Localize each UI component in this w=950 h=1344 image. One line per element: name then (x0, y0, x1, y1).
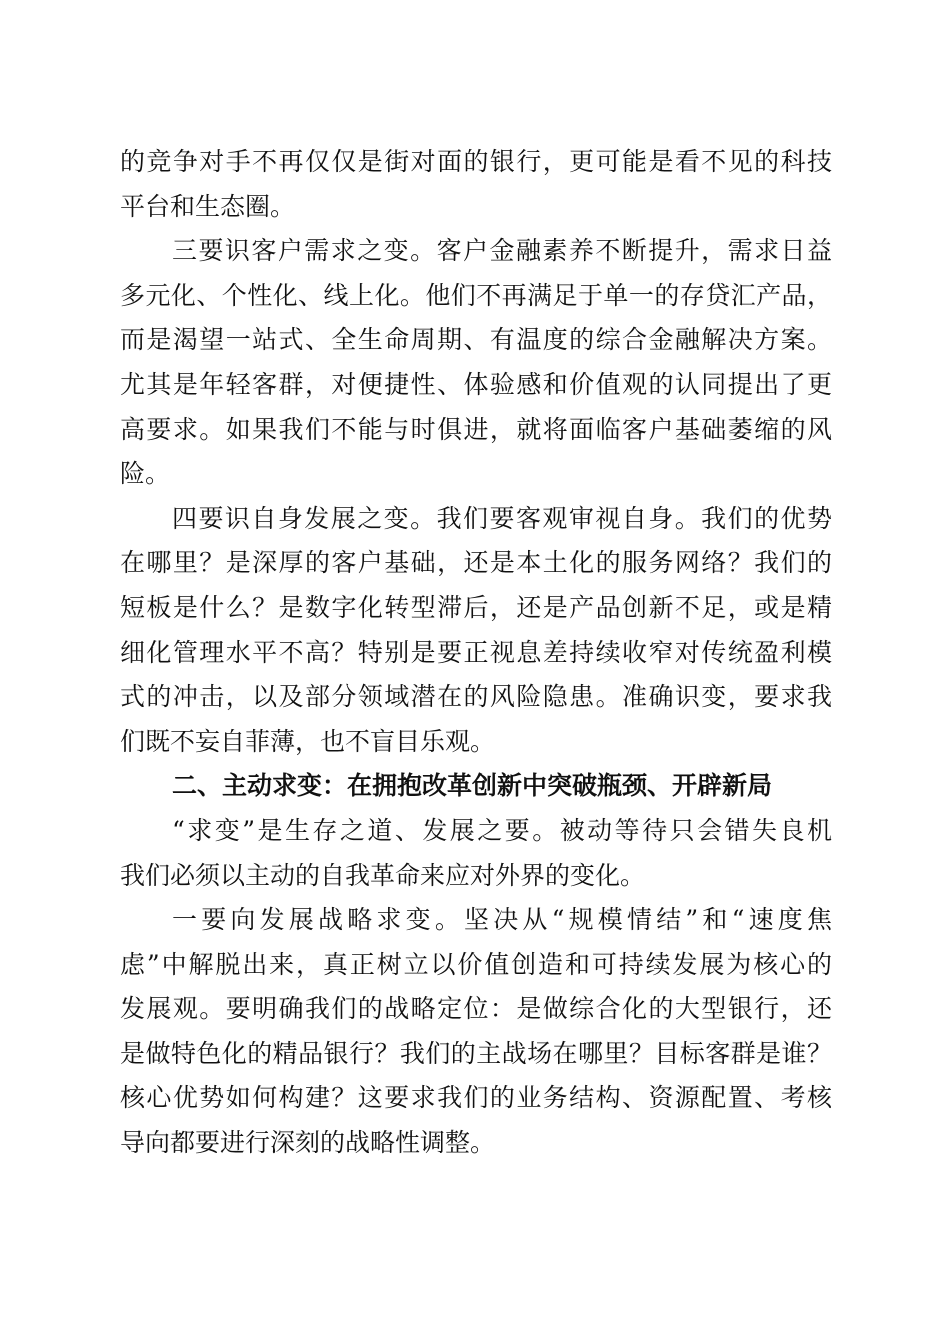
section-heading: 二、主动求变：在拥抱改革创新中突破瓶颈、开辟新局 (172, 771, 773, 801)
text-line: 尤其是年轻客群，对便捷性、体验感和价值观的认同提出了更 (120, 369, 832, 399)
paragraph-continuation (120, 140, 832, 229)
text-line: 高要求。如果我们不能与时俱进，就将面临客户基础萎缩的风 (120, 414, 832, 444)
text-line: 们既不妄自菲薄，也不盲目乐观。 (120, 726, 496, 756)
text-line: 在哪里？是深厚的客户基础，还是本土化的服务网络？我们的 (120, 548, 832, 578)
text-line: 核心优势如何构建？这要求我们的业务结构、资源配置、考核 (120, 1083, 832, 1113)
text-line: 发展观。要明确我们的战略定位：是做综合化的大型银行，还 (120, 994, 832, 1024)
paragraph-customer-needs (120, 229, 832, 497)
text-line: 的竞争对手不再仅仅是街对面的银行，更可能是看不见的科技 (120, 147, 832, 176)
text-line: 我们必须以主动的自我革命来应对外界的变化。 (120, 860, 646, 890)
text-line: 细化管理水平不高？特别是要正视息差持续收窄对传统盈利模 (120, 637, 832, 667)
text-line: 多元化、个性化、线上化。他们不再满足于单一的存贷汇产品， (120, 280, 832, 310)
text-line: 式的冲击，以及部分领域潜在的风险隐患。准确识变，要求我 (120, 682, 832, 712)
text-line: 平台和生态圈。 (120, 191, 296, 221)
text-line: 三要识客户需求之变。客户金融素养不断提升，需求日益 (172, 236, 832, 266)
text-line: 而是渴望一站式、全生命周期、有温度的综合金融解决方案。 (120, 325, 832, 355)
text-line: “求变”是生存之道、发展之要。被动等待只会错失良机 (172, 815, 832, 845)
text-line: 短板是什么？是数字化转型滞后，还是产品创新不足，或是精 (120, 592, 832, 622)
text-line: 四要识自身发展之变。我们要客观审视自身。我们的优势 (172, 503, 832, 533)
paragraph-self-development (120, 497, 832, 765)
text-line: 是做特色化的精品银行？我们的主战场在哪里？目标客群是谁？ (120, 1038, 832, 1068)
text-line: 虑”中解脱出来，真正树立以价值创造和可持续发展为核心的 (120, 949, 832, 979)
text-line: 一要向发展战略求变。坚决从“规模情结”和“速度焦 (172, 905, 832, 935)
paragraph-seek-change (120, 809, 832, 898)
text-line: 险。 (120, 459, 171, 489)
document-body (120, 140, 832, 1166)
paragraph-strategy-change (120, 898, 832, 1166)
text-line: 导向都要进行深刻的战略性调整。 (120, 1128, 496, 1158)
